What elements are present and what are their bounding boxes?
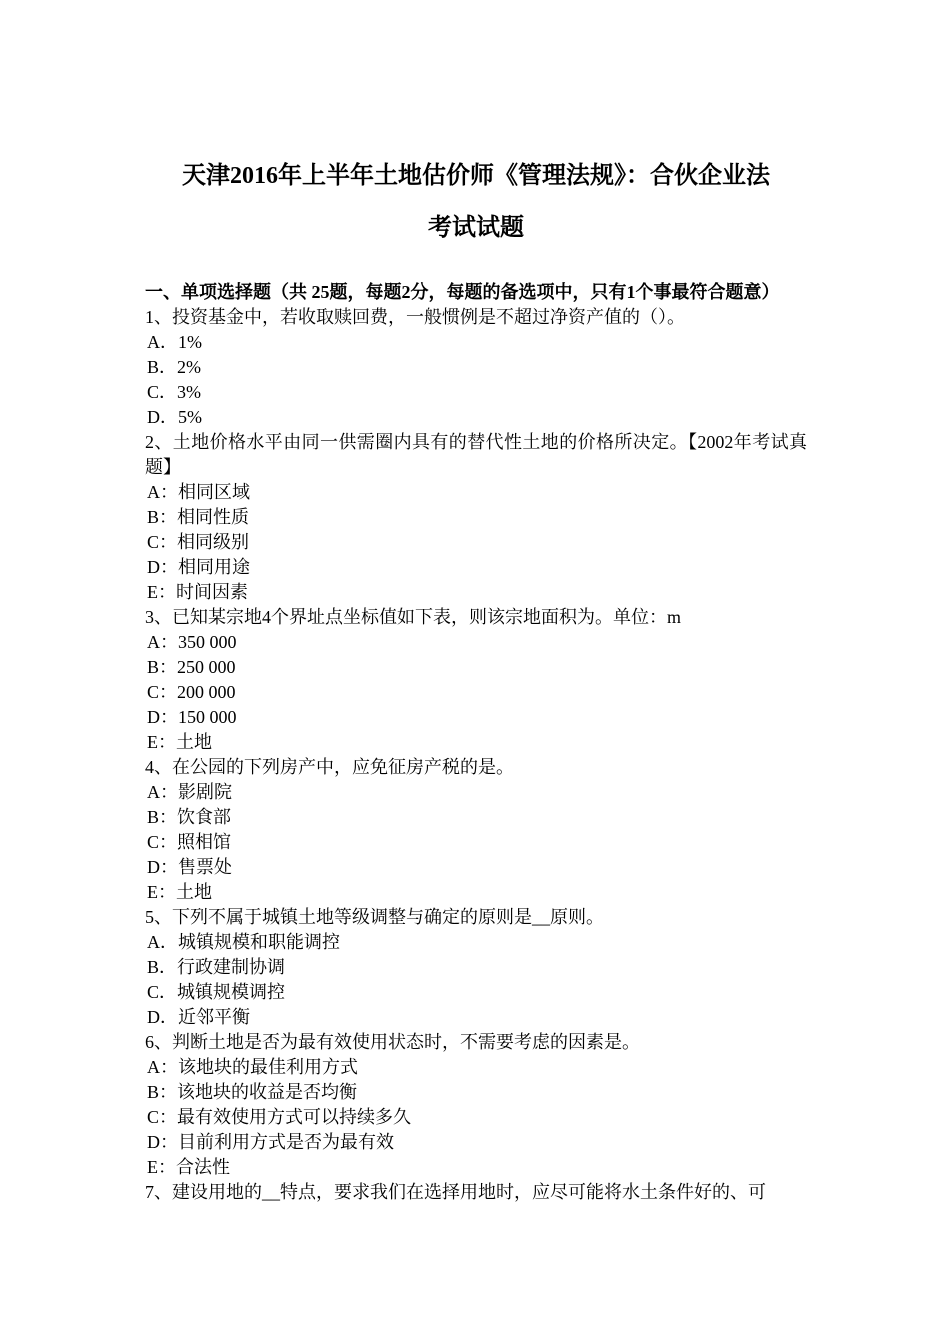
document-page [145, 150, 807, 1205]
question-5 [145, 905, 807, 1030]
question-6 [145, 1030, 807, 1180]
option-b: B：饮食部 [147, 807, 232, 827]
option-d: D：150 000 [147, 707, 237, 727]
option-a: A：相同区域 [147, 482, 250, 502]
option-a: A．城镇规模和职能调控 [147, 932, 340, 952]
question-stem: 5、下列不属于城镇土地等级调整与确定的原则是__原则。 [145, 907, 604, 927]
option-c: C：最有效使用方式可以持续多久 [147, 1107, 412, 1127]
option-c: C．3% [147, 382, 201, 402]
question-stem: 3、已知某宗地4个界址点坐标值如下表，则该宗地面积为。单位：m [145, 607, 681, 627]
option-d: D．近邻平衡 [147, 1007, 250, 1027]
option-c: C：照相馆 [147, 832, 232, 852]
option-d: D：售票处 [147, 857, 232, 877]
option-b: B．行政建制协调 [147, 957, 286, 977]
option-a: A：影剧院 [147, 782, 232, 802]
question-stem: 4、在公园的下列房产中，应免征房产税的是。 [145, 757, 514, 777]
option-c: C：相同级别 [147, 532, 250, 552]
question-2 [145, 430, 807, 605]
title-line-1: 天津2016年上半年土地估价师《管理法规》：合伙企业法 [182, 163, 770, 189]
option-b: B：相同性质 [147, 507, 250, 527]
question-1 [145, 305, 807, 430]
option-a: A：350 000 [147, 632, 237, 652]
option-d: D：目前利用方式是否为最有效 [147, 1132, 394, 1152]
option-e: E：土地 [147, 732, 212, 752]
option-b: B：250 000 [147, 657, 236, 677]
question-stem: 1、投资基金中，若收取赎回费，一般惯例是不超过净资产值的（）。 [145, 307, 685, 327]
option-d: D：相同用途 [147, 557, 250, 577]
document-title [145, 150, 807, 254]
option-e: E：土地 [147, 882, 212, 902]
option-d: D．5% [147, 407, 202, 427]
option-e: E：时间因素 [147, 582, 248, 602]
question-3 [145, 605, 807, 755]
title-line-2: 考试试题 [428, 215, 524, 241]
option-a: A：该地块的最佳利用方式 [147, 1057, 358, 1077]
question-stem: 6、判断土地是否为最有效使用状态时，不需要考虑的因素是。 [145, 1032, 640, 1052]
option-c: C：200 000 [147, 682, 236, 702]
option-e: E：合法性 [147, 1157, 230, 1177]
question-4 [145, 755, 807, 905]
section-heading: 一、单项选择题（共 25题，每题2分，每题的备选项中，只有1个事最符合题意） [145, 282, 780, 302]
option-a: A．1% [147, 332, 202, 352]
option-b: B：该地块的收益是否均衡 [147, 1082, 358, 1102]
question-stem: 7、建设用地的__特点，要求我们在选择用地时，应尽可能将水土条件好的、可 [145, 1182, 766, 1202]
option-b: B．2% [147, 357, 201, 377]
question-7 [145, 1180, 807, 1205]
option-c: C．城镇规模调控 [147, 982, 286, 1002]
question-stem: 2、土地价格水平由同一供需圈内具有的替代性土地的价格所决定。【2002年考试真题】 [145, 432, 807, 477]
